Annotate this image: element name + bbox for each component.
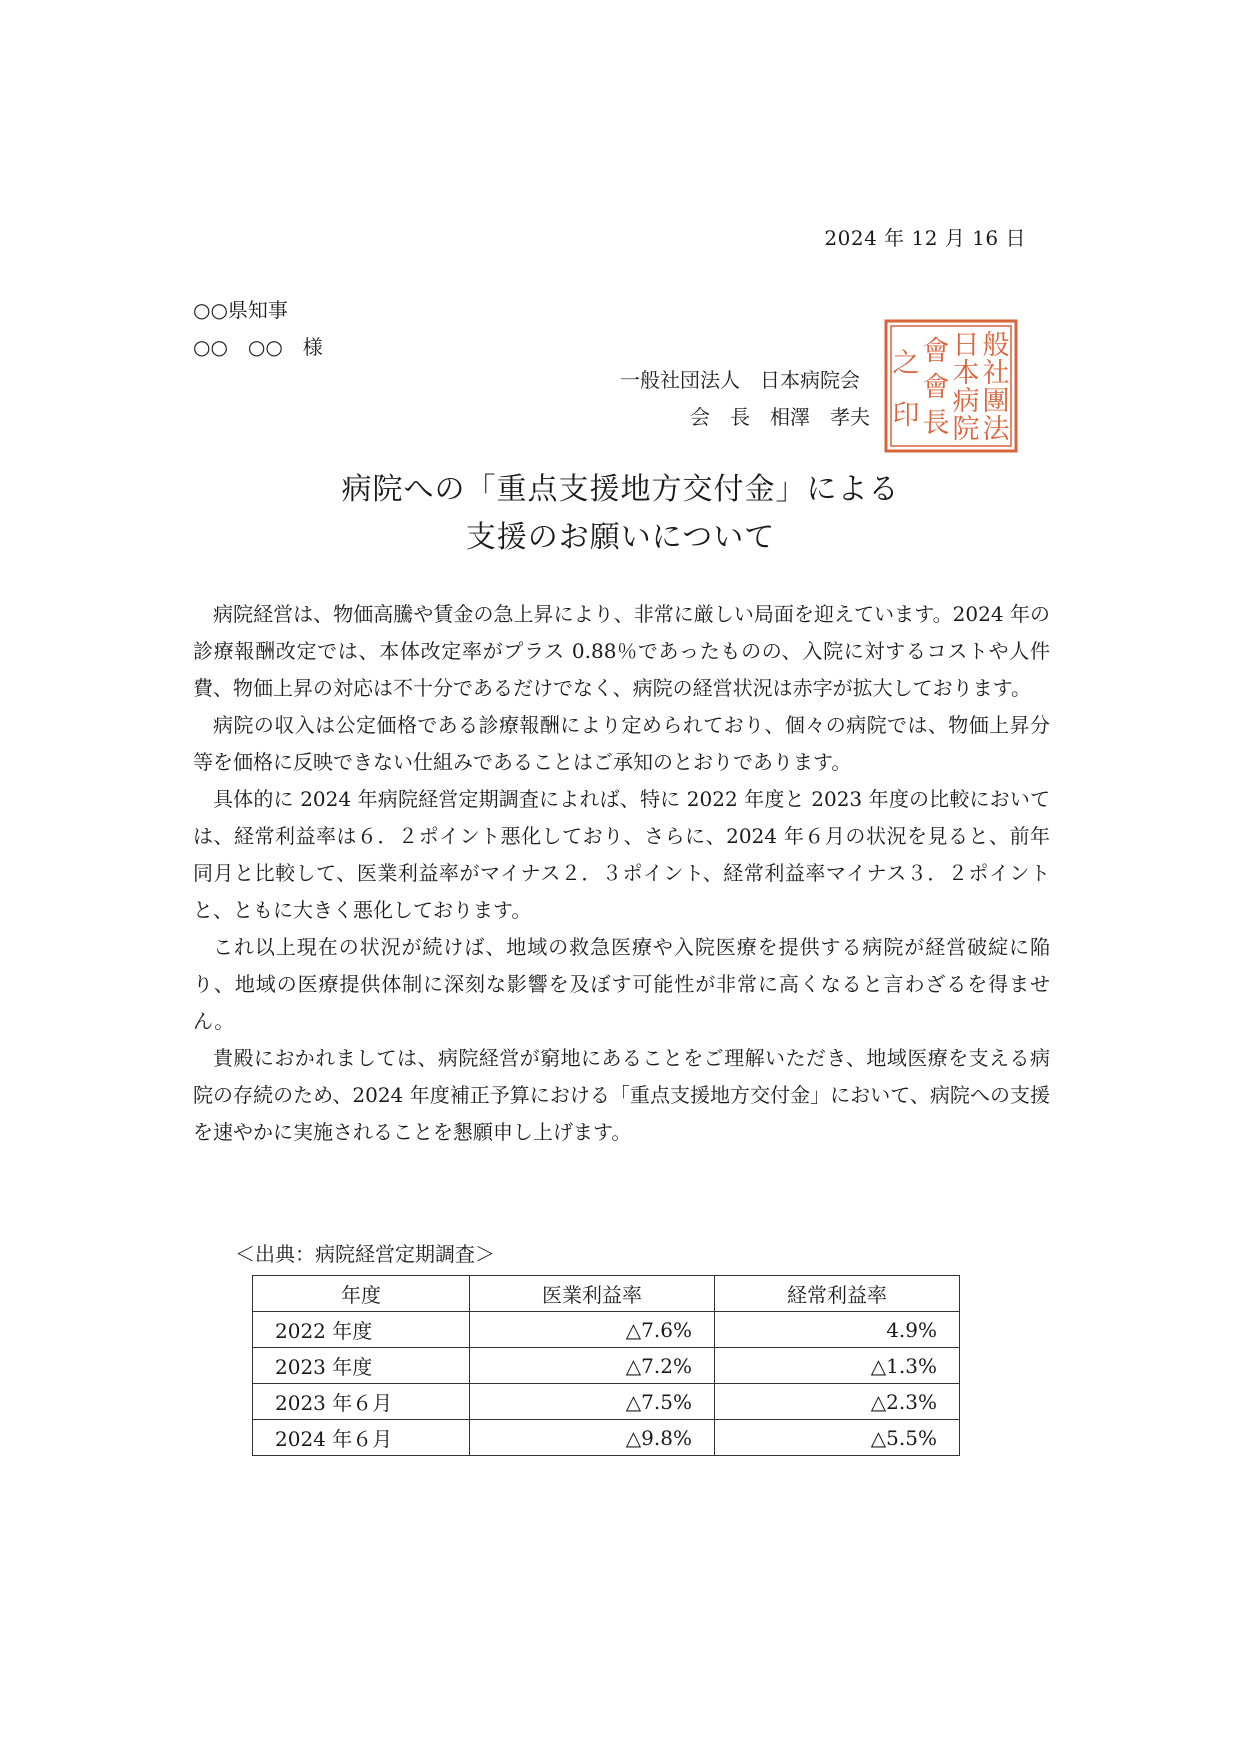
table-row — [253, 1384, 960, 1420]
seal-glyph: 本 — [952, 358, 980, 389]
title-line-1: 病院への「重点支援地方交付金」による — [341, 472, 900, 507]
seal-glyph: 長 — [922, 408, 950, 439]
cell-ordinary-margin: △1.3% — [715, 1348, 960, 1384]
cell-ordinary-margin: 4.9% — [715, 1312, 960, 1348]
seal-glyph: 團 — [982, 386, 1010, 417]
header-medical-margin: 医業利益率 — [470, 1276, 715, 1312]
seal-glyph: 日 — [952, 330, 980, 361]
letter-body — [193, 596, 1050, 1151]
sender-organization: 一般社団法人 日本病院会 — [620, 368, 860, 392]
seal-glyph: 會 — [922, 336, 950, 367]
header-ordinary-margin: 経常利益率 — [715, 1276, 960, 1312]
seal-glyph: 社 — [982, 358, 1010, 389]
body-paragraph: 具体的に 2024 年病院経営定期調査によれば、特に 2022 年度と 2023 年度の比較においては、経常利益率は６．２ポイント悪化しており、さらに、2024 年６月の状況を見ると、前年同月と比較して、医業利益率がマイナス２．３ポイント、経常利益率マイナス３．２ポイントと、ともに大きく悪化しております。 — [193, 787, 1050, 922]
title-line-2: 支援のお願いについて — [465, 520, 776, 555]
seal-glyph: 印 — [892, 400, 920, 431]
seal-glyph: 會 — [922, 372, 950, 403]
header-period: 年度 — [253, 1276, 470, 1312]
seal-glyph: 院 — [952, 414, 980, 445]
sender-president: 会 長 相澤 孝夫 — [690, 405, 870, 429]
cell-medical-margin: △7.2% — [470, 1348, 715, 1384]
body-paragraph: 貴殿におかれましては、病院経営が窮地にあることをご理解いただき、地域医療を支える病院の存続のため、2024 年度補正予算における「重点支援地方交付金」において、病院への支援を速やかに実施されることを懇願申し上げます。 — [193, 1046, 1050, 1144]
cell-period: 2023 年６月 — [253, 1384, 470, 1420]
source-label: ＜出典：病院経営定期調査＞ — [235, 1242, 495, 1266]
letter-title — [0, 466, 1241, 562]
recipient-block — [193, 292, 323, 366]
official-seal-stamp — [883, 318, 1019, 454]
document-date: 2024 年 12 月 16 日 — [824, 226, 1026, 250]
sender-block — [620, 362, 870, 436]
seal-glyph: 病 — [952, 386, 980, 417]
recipient-title: ○○県知事 — [193, 298, 288, 322]
table-header-row — [253, 1276, 960, 1312]
table-row — [253, 1312, 960, 1348]
seal-glyph: 法 — [982, 414, 1010, 445]
table-row — [253, 1420, 960, 1456]
body-paragraph: これ以上現在の状況が続けば、地域の救急医療や入院医療を提供する病院が経営破綻に陥り、地域の医療提供体制に深刻な影響を及ぼす可能性が非常に高くなると言わざるを得ません。 — [193, 935, 1050, 1033]
cell-ordinary-margin: △5.5% — [715, 1420, 960, 1456]
cell-period: 2022 年度 — [253, 1312, 470, 1348]
cell-period: 2023 年度 — [253, 1348, 470, 1384]
cell-medical-margin: △7.5% — [470, 1384, 715, 1420]
profit-margin-table — [252, 1275, 960, 1456]
seal-glyph: 般 — [982, 330, 1010, 361]
cell-ordinary-margin: △2.3% — [715, 1384, 960, 1420]
body-paragraph: 病院の収入は公定価格である診療報酬により定められており、個々の病院では、物価上昇分等を価格に反映できない仕組みであることはご承知のとおりであります。 — [193, 713, 1050, 774]
cell-medical-margin: △7.6% — [470, 1312, 715, 1348]
table-row — [253, 1348, 960, 1384]
seal-glyph: 之 — [892, 348, 920, 379]
body-paragraph: 病院経営は、物価高騰や賃金の急上昇により、非常に厳しい局面を迎えています。2024 年の診療報酬改定では、本体改定率がプラス 0.88％であったものの、入院に対するコストや人件費、物価上昇の対応は不十分であるだけでなく、病院の経営状況は赤字が拡大しております。 — [193, 602, 1050, 700]
recipient-name: ○○ ○○ 様 — [193, 335, 323, 359]
cell-period: 2024 年６月 — [253, 1420, 470, 1456]
cell-medical-margin: △9.8% — [470, 1420, 715, 1456]
